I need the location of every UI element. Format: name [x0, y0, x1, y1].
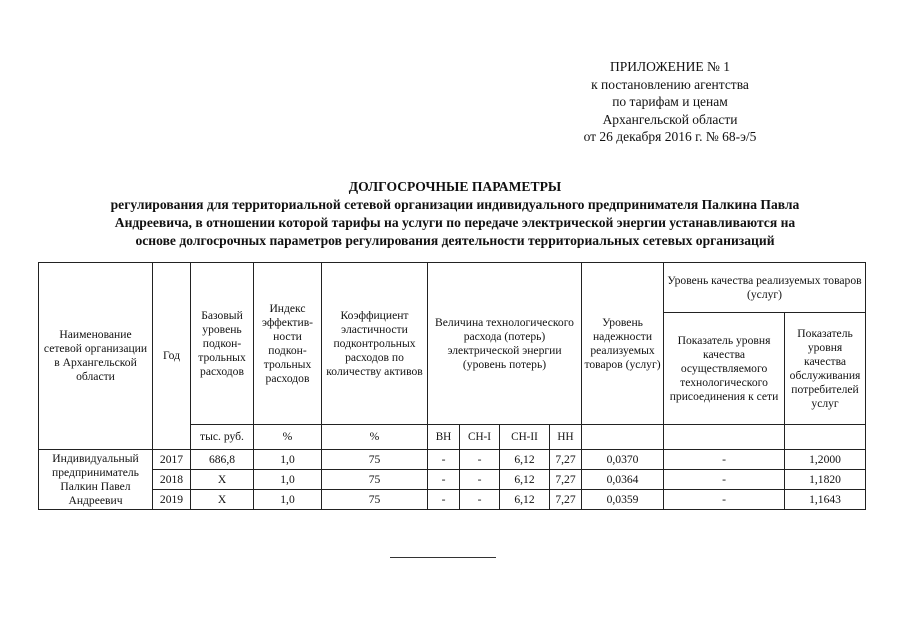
- cell-nn: 7,27: [550, 450, 582, 470]
- cell-elasticity: 75: [322, 450, 428, 470]
- appendix-date: от 26 декабря 2016 г. № 68-э/5: [583, 129, 757, 144]
- appendix-line: Архангельской области: [602, 111, 738, 127]
- unit-vn: ВН: [428, 425, 460, 450]
- cell-elasticity: 75: [322, 490, 428, 510]
- parameters-table: [38, 262, 866, 510]
- appendix-block: [520, 58, 820, 146]
- cell-vn: -: [428, 490, 460, 510]
- cell-efficiency-index: 1,0: [254, 470, 322, 490]
- appendix-line: по тарифам и ценам: [612, 94, 728, 109]
- org-name-cell: Индивидуальный предприниматель Палкин Павел Андреевич: [39, 450, 153, 510]
- title-heading: ДОЛГОСРОЧНЫЕ ПАРАМЕТРЫ: [348, 179, 562, 194]
- cell-quality-service: 1,2000: [785, 450, 866, 470]
- cell-base-level: Х: [191, 470, 254, 490]
- unit-quality-connection-empty: [664, 425, 785, 450]
- header-quality-connection: Показатель уровня качества осуществляемого технологического присоединения к сети: [664, 313, 785, 425]
- unit-sn2: СН-II: [500, 425, 550, 450]
- header-quality-service: Показатель уровня качества обслуживания потребителей услуг: [785, 313, 866, 425]
- cell-elasticity: 75: [322, 470, 428, 490]
- header-year: Год: [153, 263, 191, 450]
- appendix-line: к постановлению агентства: [591, 76, 749, 92]
- cell-reliability: 0,0359: [582, 490, 664, 510]
- unit-elasticity: %: [322, 425, 428, 450]
- cell-quality-service: 1,1820: [785, 470, 866, 490]
- cell-vn: -: [428, 450, 460, 470]
- header-losses: Величина технологического расхода (потерь) электрической энергии (уровень потерь): [428, 263, 582, 425]
- header-elasticity: Коэффициент эластичности подконтрольных расходов по количеству активов: [322, 263, 428, 425]
- cell-nn: 7,27: [550, 490, 582, 510]
- cell-quality-service: 1,1643: [785, 490, 866, 510]
- cell-quality-connection: -: [664, 470, 785, 490]
- cell-efficiency-index: 1,0: [254, 490, 322, 510]
- document-title: [40, 178, 870, 250]
- cell-quality-connection: -: [664, 490, 785, 510]
- title-line: регулирования для территориальной сетевой организации индивидуального предпринимателя Палкина Павла: [110, 197, 800, 212]
- cell-quality-connection: -: [664, 450, 785, 470]
- cell-reliability: 0,0370: [582, 450, 664, 470]
- header-quality-group: Уровень качества реализуемых товаров (услуг): [664, 263, 866, 313]
- table-row: [39, 490, 866, 510]
- unit-efficiency-index: %: [254, 425, 322, 450]
- unit-base-level: тыс. руб.: [191, 425, 254, 450]
- appendix-title: ПРИЛОЖЕНИЕ № 1: [609, 59, 731, 74]
- unit-quality-service-empty: [785, 425, 866, 450]
- cell-sn2: 6,12: [500, 470, 550, 490]
- cell-sn2: 6,12: [500, 490, 550, 510]
- cell-sn1: -: [460, 490, 500, 510]
- header-base-level: Базовый уровень подкон-трольных расходов: [191, 263, 254, 425]
- unit-nn: НН: [550, 425, 582, 450]
- header-efficiency-index: Индекс эффектив-ности подкон-трольных расходов: [254, 263, 322, 425]
- table-row: [39, 450, 866, 470]
- title-line: Андреевича, в отношении которой тарифы на услуги по передаче электрической энергии устанавливаются на: [114, 215, 796, 230]
- header-reliability: Уровень надежности реализуемых товаров (услуг): [582, 263, 664, 425]
- cell-sn1: -: [460, 450, 500, 470]
- cell-year: 2017: [153, 450, 191, 470]
- unit-sn1: СН-I: [460, 425, 500, 450]
- cell-base-level: Х: [191, 490, 254, 510]
- cell-efficiency-index: 1,0: [254, 450, 322, 470]
- footer-divider: [390, 557, 496, 558]
- cell-sn2: 6,12: [500, 450, 550, 470]
- table-row: [39, 470, 866, 490]
- cell-base-level: 686,8: [191, 450, 254, 470]
- cell-nn: 7,27: [550, 470, 582, 490]
- cell-year: 2018: [153, 470, 191, 490]
- cell-reliability: 0,0364: [582, 470, 664, 490]
- cell-sn1: -: [460, 470, 500, 490]
- title-line: основе долгосрочных параметров регулирования деятельности территориальных сетевых организаций: [135, 233, 775, 248]
- cell-vn: -: [428, 470, 460, 490]
- unit-reliability-empty: [582, 425, 664, 450]
- cell-year: 2019: [153, 490, 191, 510]
- header-org-name: Наименование сетевой организации в Архангельской области: [39, 263, 153, 450]
